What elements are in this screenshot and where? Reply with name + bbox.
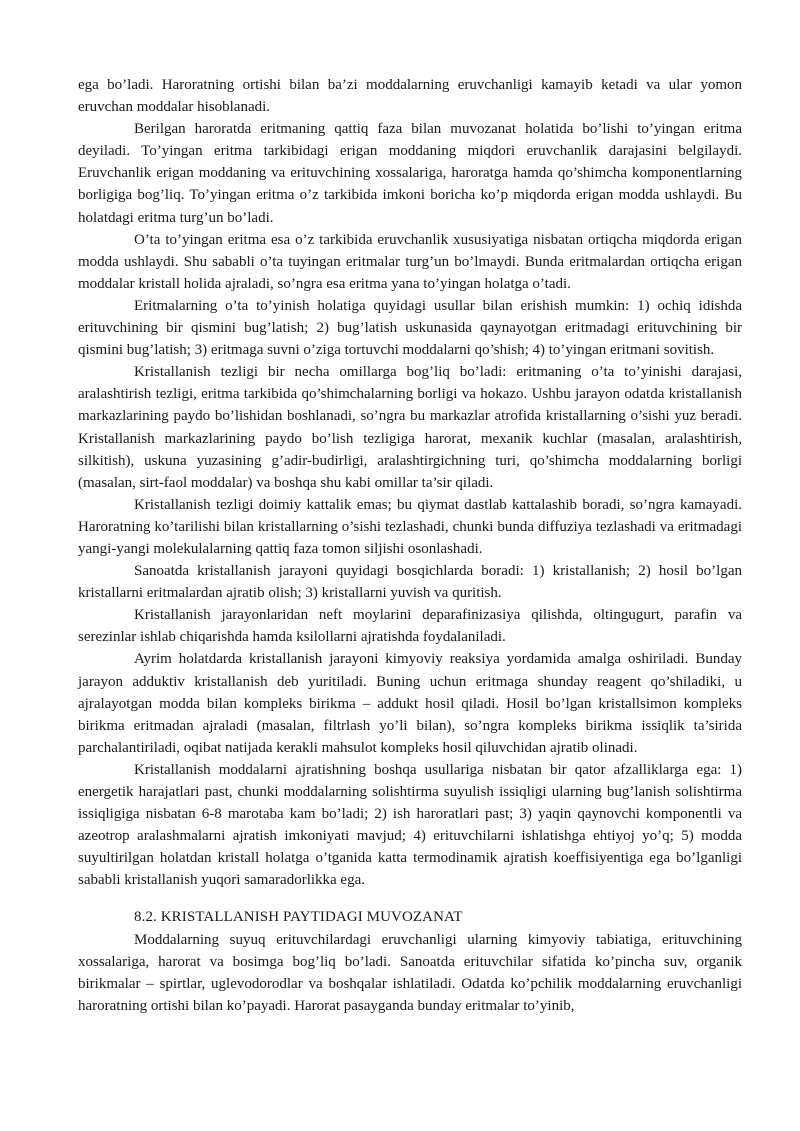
- paragraph-adductive-crystallization: Ayrim holatdarda kristallanish jarayoni kimyoviy reaksiya yordamida amalga oshiriladi. Bunday jarayon adduktiv kristallanish deb yuritiladi. Buning uchun eritmaga shunday reagent qo’shiladiki, u ajralayotgan modda bilan kompleks birikma – addukt hosil qiladi. Hosil bo’lgan kristallsimon kompleks birikma eritmadan ajraladi (masalan, filtrlash yo’li bilan), so’ngra kompleks birikma issiqlik ta’sirida parchalantiriladi, oqibat natijada kerakli mahsulot kompleks hosil qiluvchidan ajratib olinadi.: [78, 651, 742, 756]
- paragraph-saturated-solution: Berilgan haroratda eritmaning qattiq faza bilan muvozanat holatida bo’lishi to’yingan eritma deyiladi. To’yingan eritma tarkibidagi erigan moddaning miqdori eruvchanlik darajasini belgilaydi. Eruvchanlik erigan moddaning va erituvchining xossalariga, haroratga hamda qo’shimcha komponentlarning borligiga bog’liq. To’yingan eritma o’z tarkibida imkoni boricha ko’p miqdorda erigan modda ushlaydi. Bu holatdagi eritma turg’un bo’ladi.: [78, 121, 742, 226]
- paragraph-continuation: ega bo’ladi. Haroratning ortishi bilan ba’zi moddalarning eruvchanligi kamayib ketadi va ular yomon eruvchan moddalar hisoblanadi.: [78, 77, 742, 116]
- paragraph-supersaturation-methods: Eritmalarning o’ta to’yinish holatiga quyidagi usullar bilan erishish mumkin: 1) ochiq idishda erituvchining bir qismini bug’latish; 2) bug’latish uskunasida qaynayotgan eritmadagi erituvchining bir qismini bug’latish; 3) eritmaga suvni o’ziga tortuvchi moddalarni qo’shish; 4) to’yingan eritmani sovitish.: [78, 297, 742, 359]
- paragraph-industrial-stages: Sanoatda kristallanish jarayoni quyidagi bosqichlarda boradi: 1) kristallanish; 2) hosil bo’lgan kristallarni eritmalardan ajratib olish; 3) kristallarni yuvish va quritish.: [78, 563, 742, 602]
- paragraph-supersaturated-solution: O’ta to’yingan eritma esa o’z tarkibida eruvchanlik xususiyatiga nisbatan ortiqcha miqdorda erigan modda ushlaydi. Shu sababli o’ta tuyingan eritmalar turg’un bo’lmaydi. Bunda eritmalardan ortiqcha erigan moddalar kristall holida ajraladi, so’ngra esa eritma yana to’yingan holatga o’tadi.: [78, 231, 742, 292]
- paragraph-advantages: Kristallanish moddalarni ajratishning boshqa usullariga nisbatan bir qator afzalliklarga ega: 1) energetik harajatlari past, chunki moddalarning solishtirma suyulish issiqligi ularning bug’lanish solishtirma issiqligiga nisbatan 6-8 marotaba kam bo’ladi; 2) ish haroratlari past; 3) yaqin qaynovchi komponentli va azeotrop aralashmalarni ajratish imkoniyati mavjud; 4) erituvchilarni ishlatishga ehtiyoj yo’q; 5) modda suyultirilgan holatdan kristall holatga o’tganida katta termodinamik ajratish koeffisiyentiga ega bo’lganligi sababli kristallanish yuqori samaradorlikka ega.: [78, 761, 742, 889]
- paragraph-applications: Kristallanish jarayonlaridan neft moylarini deparafinizasiya qilishda, oltingugurt, parafin va serezinlar ishlab chiqarishda hamda ksilollarni ajratishda foydalaniladi.: [78, 607, 742, 646]
- paragraph-rate-variation: Kristallanish tezligi doimiy kattalik emas; bu qiymat dastlab kattalashib boradi, so’ngra kamayadi. Haroratning ko’tarilishi bilan kristallarning o’sishi tezlashadi, chunki bunda diffuziya tezlashadi va eritmadagi yangi-yangi molekulalarning qattiq faza tomon siljishi osonlashadi.: [78, 496, 742, 557]
- document-page: [78, 74, 742, 1017]
- section-heading: 8.2. KRISTALLANISH PAYTIDAGI MUVOZANAT: [134, 909, 463, 926]
- paragraph-crystallization-rate: Kristallanish tezligi bir necha omillarga bog’liq bo’ladi: eritmaning o’ta to’yinishi darajasi, aralashtirish tezligi, eritma tarkibida qo’shimchalarning borligi va hokazo. Ushbu jarayon odatda kristallanish markazlarining paydo bo’lishidan boshlanadi, so’ngra bu markazlar atrofida kristallarning o’sishi yuz beradi. Kristallanish markazlarining paydo bo’lish tezligiga harorat, mexanik kuchlar (masalan, aralashtirish, silkitish), uskuna yuzasining g’adir-budirligi, aralashtirgichning turi, qo’shimcha moddalarning borligi (masalan, sirt-faol moddalar) va boshqa shu kabi omillar ta’sir qiladi.: [78, 364, 742, 491]
- paragraph-solubility: Moddalarning suyuq erituvchilardagi eruvchanligi ularning kimyoviy tabiatiga, erituvchining xossalariga, harorat va bosimga bog’liq bo’ladi. Sanoatda erituvchilar sifatida ko’pincha suv, organik birikmalar – spirtlar, uglevodorodlar va boshqalar ishlatiladi. Odatda ko’pchilik moddalarning eruvchanligi haroratning ortishi bilan ko’payadi. Harorat pasayganda bunday eritmalar to’yinib,: [78, 931, 742, 1014]
